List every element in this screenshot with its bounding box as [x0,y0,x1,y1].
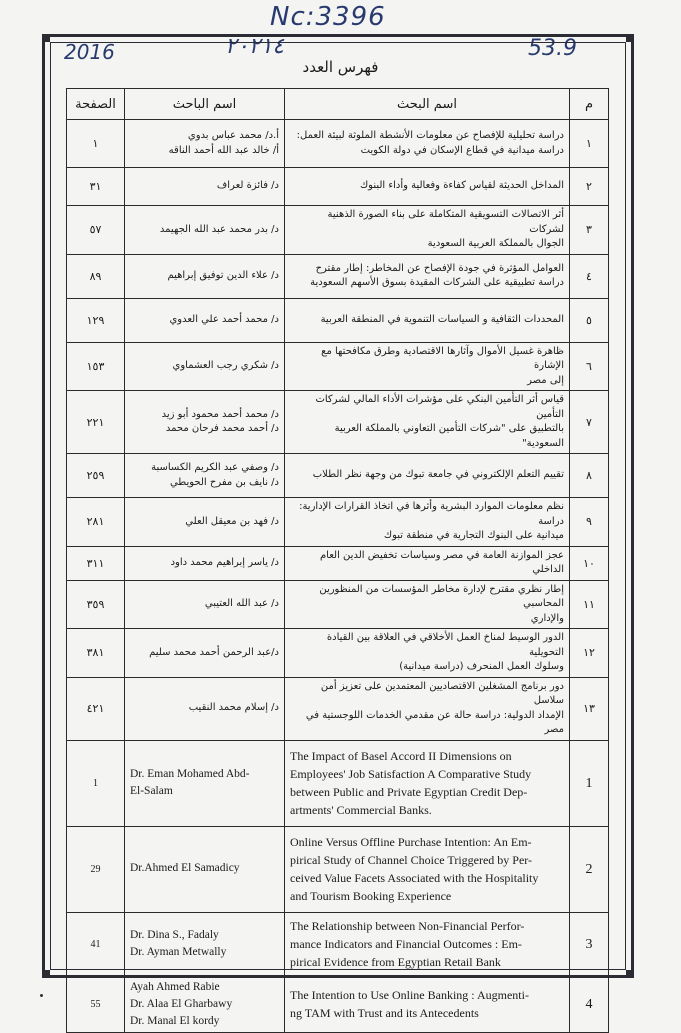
title-cell [285,629,570,678]
author-cell [125,342,285,391]
title-cell [285,298,570,342]
text-line: د/ شكري رجب العشماوي [172,360,279,371]
text-line: The Relationship between Non-Financial Perfor- [290,919,525,933]
text-line: تقييم التعلم الإلكتروني في جامعة تبوك من وجهة نظر الطلاب [312,469,564,481]
handwritten-reference-number: Nc:3396 [270,2,386,32]
text-line: د/ ياسر إبراهيم محمد داود [170,556,279,568]
table-row [67,206,609,255]
text-line: Dr. Eman Mohamed Abd- [130,767,250,780]
page-number: ٨٩ [67,254,125,298]
frame-corner [626,970,634,978]
author-cell [125,120,285,168]
text-line: الإمداد الدولية: دراسة حالة عن مقدمي الخدمات اللوجستية في مصر [305,709,564,735]
page-number: 1 [67,740,125,826]
table-row [67,254,609,298]
title-cell [285,912,570,976]
text-line: والإداري [530,612,564,624]
author-cell [125,629,285,678]
author-cell [125,580,285,629]
row-number: 4 [570,976,609,1033]
text-line: الدور الوسيط لمناخ العمل الأخلاقي في العلاقة بين القيادة التحويلية [326,632,564,658]
page-number: 41 [67,912,125,976]
page-number: ٣٥٩ [67,580,125,629]
table-row [67,677,609,740]
text-line: د/ فائزة لعراف [216,180,279,192]
table-row [67,629,609,678]
text-line: دراسة تطبيقية على الشركات المقيدة بسوق الأسهم السعودية [310,277,564,288]
table-row [67,168,609,206]
table-row [67,580,609,629]
page-number: ٥٧ [67,206,125,255]
title-cell [285,826,570,912]
text-line: Dr. Manal El kordy [130,1015,220,1027]
page-number: ٣١١ [67,546,125,580]
title-cell [285,740,570,826]
text-line: ceived Value Facets Associated with the Hospitality [290,871,539,885]
author-cell [125,454,285,498]
text-line: د/ فهد بن معيقل العلي [185,515,279,527]
page-number: ١ [67,120,125,168]
text-line: دور برنامج المشغلين الاقتصاديين المعتمدين على تعزيز أمن سلاسل [320,680,564,706]
text-line: Ayah Ahmed Rabie [130,980,220,993]
title-cell [285,454,570,498]
text-line: د/ نايف بن مفرح الحويطي [169,476,279,488]
title-cell [285,546,570,580]
text-line: mance Indicators and Financial Outcomes : Em- [290,937,522,951]
text-line: المحددات الثقافية و السياسات التنموية في المنطقة العربية [320,313,564,325]
frame-corner [626,34,634,42]
row-number: ٩ [570,498,609,547]
table-row [67,454,609,498]
row-number: ٢ [570,168,609,206]
row-number: ٦ [570,342,609,391]
page-number: ٢٥٩ [67,454,125,498]
table-row [67,740,609,826]
text-line: د/ إسلام محمد النقيب [188,702,279,714]
row-number: ٨ [570,454,609,498]
text-line: الجوال بالمملكة العربية السعودية [427,238,564,249]
text-line: إطار نظري مقترح لإدارة مخاطر المؤسسات من المنظورين المحاسبي [319,583,564,609]
table-row [67,342,609,391]
page-number: 29 [67,826,125,912]
title-cell [285,976,570,1033]
text-line: El-Salam [130,785,173,797]
page-number: ٣١ [67,168,125,206]
title-cell [285,391,570,454]
text-line: عجز الموازنة العامة في مصر وسياسات تخفيض الدين العام الداخلي [319,549,564,575]
text-line: دراسة ميدانية في قطاع الإسكان في دولة الكويت [360,144,564,156]
frame-corner [42,970,50,978]
text-line: أ/ خالد عبد الله أحمد الناقه [168,144,279,156]
author-cell [125,826,285,912]
text-line: د/ عبد الله العتيبي [204,598,279,609]
text-line: إلى مصر [527,374,564,386]
text-line: Dr. Alaa El Gharbawy [130,997,233,1010]
row-number: ٣ [570,206,609,255]
table-row [67,912,609,976]
author-cell [125,740,285,826]
text-line: د/ علاء الدين توفيق إبراهيم [167,269,279,281]
header-title: اسم البحث [285,89,570,120]
header-author: اسم الباحث [125,89,285,120]
handwritten-date: ٢٠٢١٤ [225,34,285,59]
row-number: ٤ [570,254,609,298]
text-line: د/ بدر محمد عبد الله الجهيمد [159,223,279,235]
contents-table [66,88,609,1033]
text-line: أ.د/ محمد عباس بدوي [187,130,279,141]
page-number: ٣٨١ [67,629,125,678]
row-number: ٥ [570,298,609,342]
text-line: د/ وصفي عبد الكريم الكساسبة [151,462,279,473]
text-line: دراسة تحليلية للإفصاح عن معلومات الأنشطة الملوثة لبيئة العمل: [296,130,564,141]
page-number: ١٥٣ [67,342,125,391]
row-number: 2 [570,826,609,912]
table-row [67,391,609,454]
text-line: وسلوك العمل المنحرف (دراسة ميدانية) [399,661,564,672]
title-cell [285,168,570,206]
text-line: ميدانية على البنوك التجارية في منطقة تبوك [383,530,564,541]
table-header-row [67,89,609,120]
text-line: ng TAM with Trust and its Antecedents [290,1006,479,1021]
author-cell [125,254,285,298]
author-cell [125,391,285,454]
text-line: and Tourism Booking Experience [290,889,452,903]
handwritten-volume: 53.9 [528,36,577,61]
text-line: The Intention to Use Online Banking : Augmenti- [290,988,529,1003]
text-line: Dr.Ahmed El Samadicy [130,862,240,875]
author-cell [125,912,285,976]
title-cell [285,498,570,547]
title-cell [285,342,570,391]
text-line: العوامل المؤثرة في جودة الإفصاح عن المخاطر: إطار مقترح [315,262,564,274]
row-number: ١ [570,120,609,168]
text-line: pirical Evidence from Egyptian Retail Bank [290,955,501,969]
page-number: ٤٢١ [67,677,125,740]
handwritten-year: 2016 [64,40,115,64]
text-line: نظم معلومات الموارد البشرية وأثرها في اتخاذ القرارات الإدارية: دراسة [299,501,564,527]
author-cell [125,498,285,547]
text-line: بالتطبيق على "شركات التأمين التعاوني بالمملكة العربية السعودية" [334,423,564,449]
header-number: م [570,89,609,120]
page-number: ٢٨١ [67,498,125,547]
text-line: The Impact of Basel Accord II Dimensions on [290,749,512,763]
author-cell [125,677,285,740]
text-line: pirical Study of Channel Choice Triggered by Per- [290,853,533,867]
frame-corner [42,34,50,42]
text-line: between Public and Private Egyptian Credit Dep- [290,785,528,799]
table-row [67,826,609,912]
row-number: 1 [570,740,609,826]
author-cell [125,546,285,580]
text-line: Dr. Dina S., Fadaly [130,928,219,941]
title-cell [285,580,570,629]
text-line: ظاهرة غسيل الأموال وآثارها الاقتصادية وطرق مكافحتها مع الإشارة [321,345,564,371]
text-line: د/ أحمد محمد فرحان محمد [165,423,279,434]
text-line: Online Versus Offline Purchase Intention: An Em- [290,835,532,849]
table-row [67,546,609,580]
title-cell [285,677,570,740]
text-line: قياس أثر التأمين البنكي على مؤشرات الأداء المالي لشركات التأمين [315,394,564,420]
title-cell [285,120,570,168]
text-line: د/ محمد أحمد علي العدوي [169,313,279,325]
table-row [67,498,609,547]
row-number: ١٣ [570,677,609,740]
row-number: ١٠ [570,546,609,580]
table-row [67,120,609,168]
text-line: المداخل الحديثة لقياس كفاءة وفعالية وأداء البنوك [359,180,564,192]
text-line: Employees' Job Satisfaction A Comparative Study [290,767,532,781]
author-cell [125,206,285,255]
page-title: فهرس العدد [302,58,379,76]
page-number: ٢٢١ [67,391,125,454]
author-cell [125,168,285,206]
title-cell [285,206,570,255]
author-cell [125,976,285,1033]
text-line: artments' Commercial Banks. [290,803,432,817]
row-number: ٧ [570,391,609,454]
text-line: د/ محمد أحمد محمود أبو زيد [161,408,279,420]
text-line: د/عبد الرحمن أحمد محمد سليم [149,646,279,658]
page-number: 55 [67,976,125,1033]
title-cell [285,254,570,298]
table-row [67,976,609,1033]
row-number: ١١ [570,580,609,629]
row-number: ١٢ [570,629,609,678]
row-number: 3 [570,912,609,976]
table-row [67,298,609,342]
page-number: ١٢٩ [67,298,125,342]
text-line: Dr. Ayman Metwally [130,946,227,958]
text-line: أثر الاتصالات التسويقية المتكاملة على بناء الصورة الذهنية لشركات [327,209,564,235]
speck [40,994,43,997]
author-cell [125,298,285,342]
header-page: الصفحة [67,89,125,120]
